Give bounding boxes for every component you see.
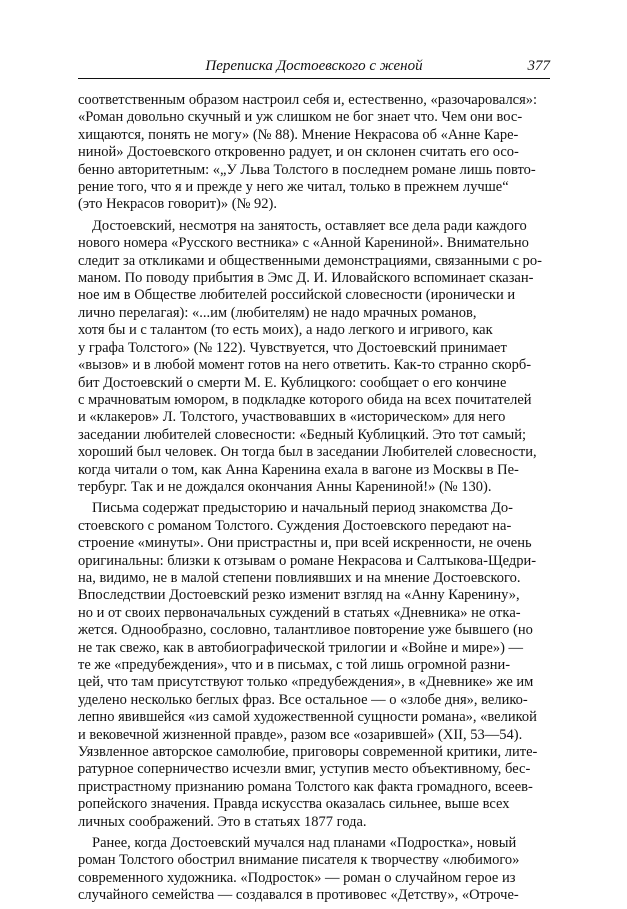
text-line: случайного семейства — создавался в противовес «Детству», «Отроче- bbox=[78, 887, 519, 904]
text-line: ропейского значения. Правда искусства оказалась сильнее, выше всех bbox=[78, 796, 510, 813]
text-line: те же «предубеждения», что и в письмах, с той лишь огромной разни- bbox=[78, 657, 511, 673]
text-line: уделено несколько беглых фраз. Все остальное — о «злобе дня», велико- bbox=[78, 691, 528, 708]
text-line: на, видимо, не в малой степени повлиявших и на мнение Достоевского. bbox=[78, 569, 521, 586]
paragraph bbox=[78, 500, 550, 831]
text-line: жется. Однообразно, сословно, талантливое повторение уже бывшего (но bbox=[78, 622, 533, 639]
page-number: 377 bbox=[527, 58, 550, 74]
text-line: но и от своих первоначальных суждений в статьях «Дневника» не откa- bbox=[78, 604, 521, 621]
text-line: «вызов» и в любой момент готов на него ответить. Как-то странно скорб- bbox=[78, 357, 532, 374]
text-line: хотя бы и с талантом (то есть моих), а надо легкого и игривого, как bbox=[78, 322, 493, 339]
text-line: лично перелагая): «...им (любителям) не надо мрачных романов, bbox=[78, 304, 477, 321]
text-line: тербург. Так и не дождался окончания Анны Карениной!» (№ 130). bbox=[78, 478, 492, 495]
text-line: когда читали о том, как Анна Каренина ехала в вагоне из Москвы в Пе- bbox=[78, 461, 519, 478]
paragraph bbox=[78, 835, 550, 905]
text-line: «Роман довольно скучный и уж слишком не бог знает что. Чем они вос- bbox=[78, 109, 523, 126]
text-line: ратурное соперничество исчезли вмиг, уступив место объективному, бес- bbox=[78, 761, 531, 778]
text-line: нового номера «Русского вестника» с «Анной Карениной». Внимательно bbox=[78, 235, 529, 252]
text-line: личных соображений. Это в статьях 1877 года. bbox=[78, 813, 367, 830]
text-line: соответственным образом настроил себя и, естественно, «разочаровался»: bbox=[78, 92, 538, 108]
text-line: хороший был человек. Он тогда был в заседании Любителей словесности, bbox=[78, 444, 537, 461]
text-line: не так свежо, как в автобиографической трилогии и «Войне и мире») — bbox=[78, 639, 524, 656]
text-line: современного художника. «Подросток» — роман о случайном герое из bbox=[78, 869, 516, 886]
text-line: бенно авторитетным: «„У Льва Толстого в последнем романе лишь повто- bbox=[78, 161, 536, 178]
text-line: Письма содержат предысторию и начальный период знакомства До- bbox=[92, 500, 513, 517]
text-line: ное им в Обществе любителей российской словесности (иронически и bbox=[78, 287, 516, 304]
text-line: рение того, что я и прежде у него же читал, только в прежнем лучше“ bbox=[78, 179, 509, 196]
body-text bbox=[78, 92, 550, 909]
paragraph bbox=[78, 92, 550, 214]
text-line: Ранее, когда Достоевский мучался над планами «Подростка», новый bbox=[92, 835, 517, 852]
text-line: роман Толстого обострил внимание писателя к творчеству «любимого» bbox=[78, 852, 520, 869]
text-line: и вековечной жизненной правде», разом все «озарившей» (XII, 53—54). bbox=[78, 726, 523, 743]
text-line: (это Некрасов говорит)» (№ 92). bbox=[78, 196, 277, 213]
running-title: Переписка Достоевского с женой bbox=[205, 58, 423, 74]
text-line: Достоевский, несмотря на занятость, оставляет все дела ради каждого bbox=[92, 217, 527, 234]
text-line: ниной» Достоевского откровенно радует, и он склонен считать его осо- bbox=[78, 144, 519, 161]
text-line: цей, что там присутствуют только «предубеждения», в «Дневнике» же им bbox=[78, 674, 534, 691]
text-line: хищаются, понять не могу» (№ 88). Мнение Некрасова об «Анне Каре- bbox=[78, 126, 519, 143]
text-line: Уязвленное авторское самолюбие, приговоры современной критики, лите- bbox=[78, 744, 538, 761]
text-line: стоевского с романом Толстого. Суждения Достоевского передают на- bbox=[78, 517, 512, 534]
text-line: Впоследствии Достоевский резко изменит взгляд на «Анну Каренину», bbox=[78, 587, 520, 604]
text-line: следит за откликами и общественными демонстрациями, связанными с ро- bbox=[78, 252, 542, 269]
running-header bbox=[78, 50, 550, 79]
paragraph bbox=[78, 218, 550, 497]
text-line: оригинальны: близки к отзывам о романе Некрасова и Салтыкова-Щедри- bbox=[78, 552, 537, 569]
text-line: маном. По поводу прибытия в Эмс Д. И. Иловайского вспоминает сказан- bbox=[78, 270, 534, 287]
text-line: лепно явившейся «из самой художественной сущности романа», «великой bbox=[78, 709, 537, 726]
text-line: бит Достоевский о смерти М. Е. Кублицкого: сообщает о его кончине bbox=[78, 374, 507, 391]
text-line: пристрастному признанию романа Толстого как факта громадного, всеев- bbox=[78, 778, 533, 795]
text-line: у графа Толстого» (№ 122). Чувствуется, что Достоевский принимает bbox=[78, 339, 507, 356]
text-line: строение «минуты». Они пристрастны и, при всей искренности, не очень bbox=[78, 535, 532, 552]
text-line: с мрачноватым юмором, в подкладке которого обида на всех почитателей bbox=[78, 391, 532, 408]
text-line: заседании любителей словесности: «Бедный Кублицкий. Это тот самый; bbox=[78, 426, 527, 443]
text-line: и «клакеров» Л. Толстого, участвовавших в «историческом» для него bbox=[78, 409, 506, 426]
